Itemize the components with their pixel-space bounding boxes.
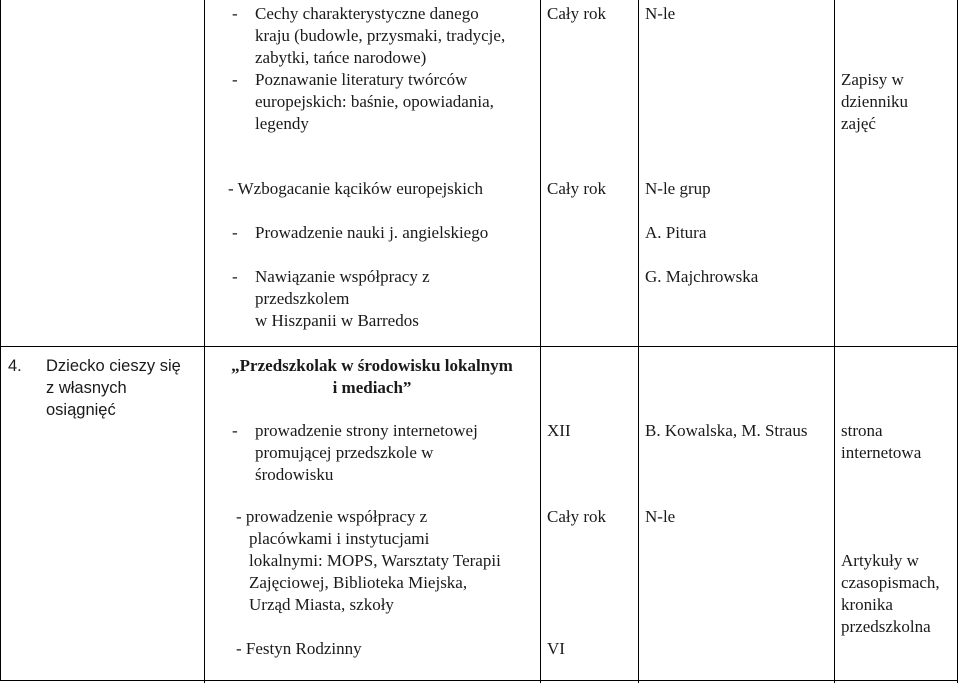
evaluation-line: zajęć — [841, 114, 876, 133]
evaluation-line: strona — [841, 421, 883, 440]
activity-line: placówkami i instytucjami — [249, 529, 430, 548]
list-dash: - — [232, 223, 238, 242]
activity-item: - Festyn Rodzinny — [236, 639, 362, 658]
activity-line: promującej przedszkole w — [255, 443, 434, 462]
activity-item: Prowadzenie nauki j. angielskiego — [255, 223, 489, 242]
activity-item: - Wzbogacanie kącików europejskich — [228, 179, 484, 198]
evaluation-cell — [841, 69, 908, 135]
activity-line: - prowadzenie współpracy z — [236, 507, 428, 526]
activity-item — [255, 69, 494, 135]
term-cell: Cały rok — [547, 4, 607, 23]
evaluation-line: Artykuły w — [841, 551, 919, 570]
responsible-cell: B. Kowalska, M. Straus — [645, 421, 808, 440]
table-border-bottom — [0, 680, 958, 681]
activity-line: lokalnymi: MOPS, Warsztaty Terapii — [249, 551, 501, 570]
evaluation-line: dzienniku — [841, 92, 909, 111]
goal-line: z własnych — [46, 379, 127, 397]
column-divider-4 — [834, 0, 835, 683]
activity-item — [236, 506, 427, 528]
responsible-cell: N-le — [645, 4, 676, 23]
row-number: 4. — [8, 357, 22, 375]
activity-line: Urząd Miasta, szkoły — [249, 595, 394, 614]
table-border-right — [957, 0, 958, 683]
list-dash: - — [232, 421, 238, 440]
responsible-line: A. Pitura — [645, 223, 707, 242]
evaluation-line: internetowa — [841, 443, 922, 462]
activity-line: zabytki, tańce narodowe) — [255, 48, 427, 67]
activity-line: kraju (budowle, przysmaki, tradycje, — [255, 26, 506, 45]
row-divider-3 — [0, 346, 958, 347]
activity-line: Poznawanie literatury twórców — [255, 70, 468, 89]
activity-line: środowisku — [255, 465, 334, 484]
term-cell: Cały rok — [547, 179, 607, 198]
list-dash: - — [232, 70, 238, 89]
term-cell: Cały rok — [547, 507, 607, 526]
activity-line: prowadzenie strony internetowej — [255, 421, 478, 440]
section-heading — [212, 355, 532, 399]
goal-cell — [46, 355, 181, 421]
activity-line: Cechy charakterystyczne danego — [255, 4, 479, 23]
responsible-line: N-le grup — [645, 179, 711, 198]
column-divider-2 — [540, 0, 541, 683]
term-cell: XII — [547, 421, 571, 440]
activity-line: w Hiszpanii w Barredos — [255, 311, 419, 330]
heading-line: „Przedszkolak w środowisku lokalnym — [231, 356, 513, 375]
activity-item — [255, 3, 505, 69]
list-dash: - — [232, 4, 238, 23]
goal-line: Dziecko cieszy się — [46, 357, 181, 375]
responsible-cell: N-le — [645, 507, 676, 526]
evaluation-cell — [841, 550, 940, 638]
evaluation-cell — [841, 420, 921, 464]
activity-line: przedszkolem — [255, 289, 350, 308]
activity-line: Nawiązanie współpracy z — [255, 267, 430, 286]
evaluation-line: kronika — [841, 595, 893, 614]
activity-item — [255, 420, 478, 486]
column-divider-1 — [204, 0, 205, 683]
evaluation-line: czasopismach, — [841, 573, 940, 592]
evaluation-line: przedszkolna — [841, 617, 931, 636]
activity-line: Zajęciowej, Biblioteka Miejska, — [249, 573, 468, 592]
activity-item-continued — [249, 528, 501, 616]
table-border-left — [0, 0, 1, 680]
heading-line: i mediach” — [332, 378, 412, 397]
responsible-line: G. Majchrowska — [645, 267, 759, 286]
activity-line: europejskich: baśnie, opowiadania, — [255, 92, 494, 111]
term-cell: VI — [547, 639, 565, 658]
activity-line: legendy — [255, 114, 309, 133]
list-dash: - — [232, 267, 238, 286]
column-divider-3 — [638, 0, 639, 683]
activity-item — [255, 266, 430, 332]
evaluation-line: Zapisy w — [841, 70, 904, 89]
goal-line: osiągnięć — [46, 401, 116, 419]
